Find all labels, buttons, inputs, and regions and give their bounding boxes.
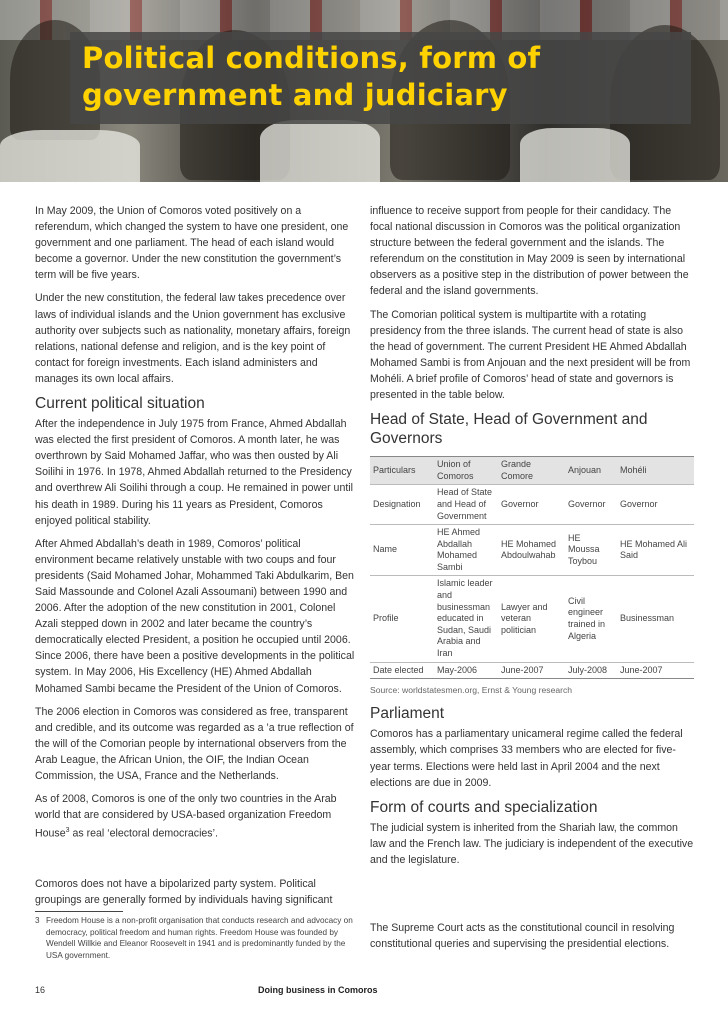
political-paragraph-3: The 2006 election in Comoros was considered as free, transparent and credible, and its outcome was regarded as a ’a true reflection of the will of the Comorian people by international observers from the Arab League, the African Union, the OIF, the Indian Ocean Commission, the USA, France and the Netherlands. bbox=[35, 705, 354, 782]
table-row bbox=[370, 662, 694, 679]
courts-paragraph: The judicial system is inherited from the Shariah law, the common law and the French law. The judiciary is independent of the executive and the legislature. bbox=[370, 821, 694, 866]
page-number: 16 bbox=[35, 985, 46, 995]
table-header-cell: Anjouan bbox=[565, 457, 617, 485]
table-cell: Profile bbox=[370, 576, 434, 662]
table-cell: HE Ahmed Abdallah Mohamed Sambi bbox=[434, 525, 498, 576]
table-header-cell: Union of Comoros bbox=[434, 457, 498, 485]
table-header-cell: Mohéli bbox=[617, 457, 694, 485]
political-paragraph-4 bbox=[35, 791, 357, 842]
table-cell: June-2007 bbox=[617, 662, 694, 679]
freedom-house-tail: as real ‘electoral democracies’. bbox=[69, 827, 218, 840]
supreme-court-paragraph: The Supreme Court acts as the constitutional council in resolving constitutional queries and supervising the presidential elections. bbox=[370, 922, 675, 951]
table-cell: Governor bbox=[565, 485, 617, 525]
table-heading: Head of State, Head of Government and Governors bbox=[370, 411, 648, 448]
table-cell: HE Mohamed Ali Said bbox=[617, 525, 694, 576]
robe-shape bbox=[260, 120, 380, 182]
footnote bbox=[35, 915, 355, 961]
political-paragraph-1: After the independence in July 1975 from France, Ahmed Abdallah was elected the first president of Comoros. A month later, he was overthrown by Said Mohamed Jaffar, who was then ousted by Ali Soilihi in 1976. In 1978, Ahmed Abdallah returned to the Presidency and overthrew Ali Soilihi through a coup. He remained in power until his death in 1989. During his 11 years as President, Comoros enjoyed political stability. bbox=[35, 418, 353, 527]
section-heading-parliament: Parliament bbox=[370, 705, 445, 723]
footnote-divider bbox=[35, 911, 123, 912]
table-row bbox=[370, 485, 694, 525]
table-cell: Governor bbox=[498, 485, 565, 525]
table-header-cell: Grande Comore bbox=[498, 457, 565, 485]
page-title-line-1: Political conditions, form of bbox=[82, 41, 541, 75]
footnote-number: 3 bbox=[35, 916, 40, 925]
freedom-house-text: As of 2008, Comoros is one of the only two countries in the Arab world that are considered by USA-based organization Freedom House bbox=[35, 793, 337, 840]
table-header-row bbox=[370, 457, 694, 485]
table-cell: Date elected bbox=[370, 662, 434, 679]
table-cell: Islamic leader and businessman educated in Sudan, Saudi Arabia and Iran bbox=[434, 576, 498, 662]
table-cell: Governor bbox=[617, 485, 694, 525]
robe-shape bbox=[0, 130, 140, 182]
page-title bbox=[82, 40, 540, 114]
table-cell: Designation bbox=[370, 485, 434, 525]
table-cell: HE Mohamed Abdoulwahab bbox=[498, 525, 565, 576]
publication-title: Doing business in Comoros bbox=[258, 985, 378, 995]
table-cell: June-2007 bbox=[498, 662, 565, 679]
governors-table bbox=[370, 456, 694, 679]
table-cell: Civil engineer trained in Algeria bbox=[565, 576, 617, 662]
page-title-line-2: government and judiciary bbox=[82, 78, 508, 112]
table-cell: Businessman bbox=[617, 576, 694, 662]
table-cell: Head of State and Head of Government bbox=[434, 485, 498, 525]
table-header-cell: Particulars bbox=[370, 457, 434, 485]
table-cell: July-2008 bbox=[565, 662, 617, 679]
parliament-paragraph: Comoros has a parliamentary unicameral regime called the federal assembly, which comprises 33 members who are elected for five-year terms. Elections were held last in April 2004 and the next elections are due in 2009. bbox=[370, 728, 683, 789]
table-cell: Lawyer and veteran politician bbox=[498, 576, 565, 662]
right-column bbox=[370, 203, 694, 875]
left-column bbox=[35, 203, 357, 849]
robe-shape bbox=[520, 128, 630, 182]
intro-paragraph-2: Under the new constitution, the federal law takes precedence over laws of individual islands and the Union government has exclusive authority over subjects such as nationality, monetary affairs, foreign relations, national defense and religion, and is the key point of contact for foreign investments. Each island administers and manages its own local affairs. bbox=[35, 292, 351, 385]
table-row bbox=[370, 525, 694, 576]
table-cell: HE Moussa Toybou bbox=[565, 525, 617, 576]
intro-paragraph-1: In May 2009, the Union of Comoros voted positively on a referendum, which changed the system to have one president, one government and one parliament. The head of each island would become a governor. Under the new constitution the government’s term will be five years. bbox=[35, 205, 349, 282]
right-paragraph-2: The Comorian political system is multipartite with a rotating presidency from the three islands. The current head of state is also the head of government. The current President HE Ahmed Abdallah Mohamed Sambi is from Anjouan and the next president will be from Mohéli. A brief profile of Comoros’ head of state and governors is presented in the table below. bbox=[370, 308, 691, 402]
section-heading-courts: Form of courts and specialization bbox=[370, 798, 598, 816]
party-system-paragraph: Comoros does not have a bipolarized party system. Political groupings are generally formed by individuals having significant bbox=[35, 878, 333, 907]
section-heading-political-situation: Current political situation bbox=[35, 395, 205, 413]
table-cell: May-2006 bbox=[434, 662, 498, 679]
political-paragraph-2: After Ahmed Abdallah’s death in 1989, Comoros’ political environment became relatively unstable with two coups and four presidents (Said Mohamed Johar, Mohammed Taki Abdulkarim, Ben Said Massounde and Colonel Azali Assoumani) between 1990 and 2006. After the adoption of the new constitution in 2001, Colonel Azali stepped down in 2002 and later became the country’s democratically elected President, a position he occupied until 2006. Since 2006, there have been a positive developments in the political system. In May 2006, His Excellency (HE) Ahmed Abdallah Mohamed Sambi became the President of the Union of Comoros. bbox=[35, 537, 355, 695]
table-cell: Name bbox=[370, 525, 434, 576]
table-source: Source: worldstatesmen.org, Ernst & Young research bbox=[370, 685, 573, 696]
right-paragraph-1: influence to receive support from people for their candidacy. The focal national discussion in Comoros was the political organization structure between the federal government and the islands. The referendum on the constitution in May 2009 is seen by international observers as a positive step in the distribution of power between the federal and the island governments. bbox=[370, 205, 689, 298]
footnote-marker: 3 bbox=[65, 827, 70, 835]
footnote-text: Freedom House is a non-profit organisation that conducts research and advocacy on democracy, political freedom and human rights. Freedom House was founded by Wendell Willkie and Eleanor Roosevelt in 1941 and is predominantly funded by the USA government. bbox=[46, 916, 353, 960]
table-row bbox=[370, 576, 694, 662]
